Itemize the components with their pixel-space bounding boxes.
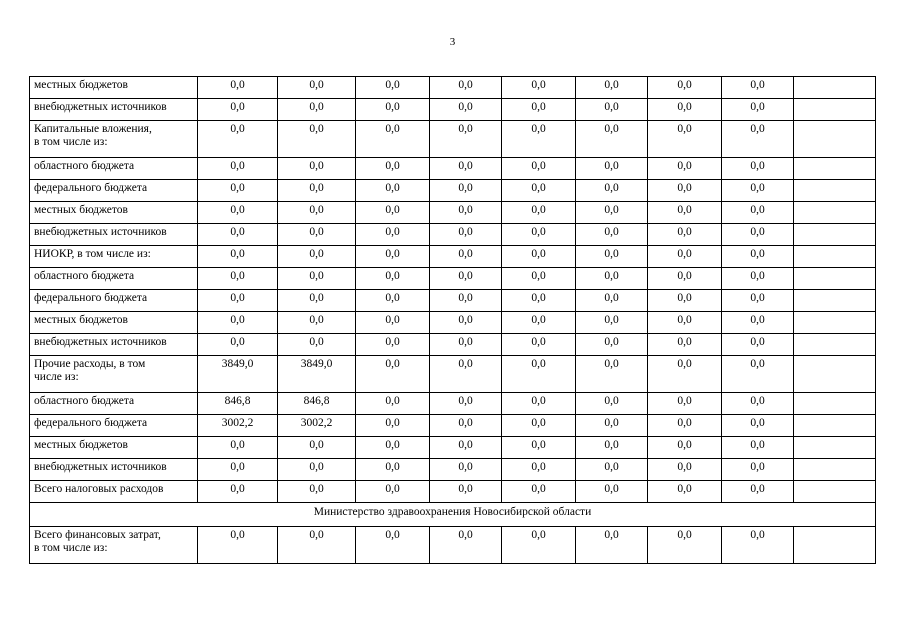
value-cell: 0,0: [356, 268, 430, 290]
value-cell: 0,0: [356, 121, 430, 158]
value-cell: 0,0: [722, 158, 794, 180]
value-cell: 0,0: [198, 459, 278, 481]
value-cell: 0,0: [356, 180, 430, 202]
table-row: [30, 290, 876, 312]
value-cell: [794, 415, 876, 437]
value-cell: 0,0: [278, 121, 356, 158]
row-label: внебюджетных источников: [30, 459, 198, 481]
value-cell: 0,0: [648, 415, 722, 437]
value-cell: 0,0: [356, 202, 430, 224]
value-cell: [794, 99, 876, 121]
value-cell: 0,0: [576, 268, 648, 290]
value-cell: 0,0: [430, 393, 502, 415]
row-label: Капитальные вложения, в том числе из:: [30, 121, 198, 158]
value-cell: [794, 224, 876, 246]
row-label: местных бюджетов: [30, 312, 198, 334]
value-cell: 0,0: [356, 99, 430, 121]
value-cell: 0,0: [430, 99, 502, 121]
value-cell: 0,0: [356, 77, 430, 99]
table-row: [30, 268, 876, 290]
value-cell: 0,0: [648, 224, 722, 246]
value-cell: 0,0: [278, 246, 356, 268]
row-label: местных бюджетов: [30, 437, 198, 459]
value-cell: 0,0: [198, 481, 278, 503]
row-label: областного бюджета: [30, 268, 198, 290]
value-cell: 0,0: [576, 393, 648, 415]
row-label: местных бюджетов: [30, 202, 198, 224]
value-cell: 0,0: [722, 415, 794, 437]
value-cell: 3002,2: [198, 415, 278, 437]
value-cell: [794, 437, 876, 459]
value-cell: 0,0: [356, 459, 430, 481]
value-cell: 0,0: [430, 121, 502, 158]
value-cell: 0,0: [502, 224, 576, 246]
value-cell: 0,0: [576, 415, 648, 437]
value-cell: 0,0: [648, 121, 722, 158]
table-row: [30, 312, 876, 334]
value-cell: [794, 246, 876, 268]
value-cell: 0,0: [356, 356, 430, 393]
value-cell: 0,0: [576, 224, 648, 246]
section-row: [30, 503, 876, 527]
value-cell: 0,0: [198, 268, 278, 290]
value-cell: 0,0: [576, 99, 648, 121]
value-cell: 0,0: [502, 393, 576, 415]
value-cell: 0,0: [430, 268, 502, 290]
value-cell: [794, 334, 876, 356]
table-row: [30, 202, 876, 224]
value-cell: 0,0: [648, 158, 722, 180]
budget-table-body: [30, 77, 876, 564]
value-cell: 0,0: [198, 290, 278, 312]
value-cell: [794, 481, 876, 503]
value-cell: 0,0: [278, 481, 356, 503]
value-cell: 0,0: [502, 312, 576, 334]
value-cell: 0,0: [430, 334, 502, 356]
value-cell: 0,0: [722, 99, 794, 121]
budget-table: [29, 76, 876, 564]
value-cell: 0,0: [278, 202, 356, 224]
value-cell: 0,0: [198, 180, 278, 202]
value-cell: 0,0: [722, 77, 794, 99]
value-cell: 0,0: [278, 180, 356, 202]
value-cell: 0,0: [430, 356, 502, 393]
table-row: [30, 77, 876, 99]
value-cell: 0,0: [502, 268, 576, 290]
value-cell: 0,0: [648, 481, 722, 503]
row-label: Всего финансовых затрат, в том числе из:: [30, 527, 198, 564]
value-cell: 0,0: [576, 121, 648, 158]
value-cell: 0,0: [648, 77, 722, 99]
value-cell: 3849,0: [278, 356, 356, 393]
value-cell: 0,0: [722, 437, 794, 459]
value-cell: 0,0: [502, 99, 576, 121]
value-cell: 0,0: [576, 158, 648, 180]
value-cell: 0,0: [722, 312, 794, 334]
value-cell: 0,0: [576, 481, 648, 503]
value-cell: 0,0: [722, 121, 794, 158]
value-cell: [794, 268, 876, 290]
value-cell: 0,0: [722, 202, 794, 224]
value-cell: [794, 356, 876, 393]
value-cell: 0,0: [722, 224, 794, 246]
value-cell: 0,0: [430, 481, 502, 503]
value-cell: 0,0: [356, 481, 430, 503]
value-cell: 0,0: [356, 158, 430, 180]
row-label: федерального бюджета: [30, 180, 198, 202]
value-cell: 0,0: [722, 459, 794, 481]
value-cell: [794, 290, 876, 312]
value-cell: 0,0: [502, 334, 576, 356]
row-label: Всего налоговых расходов: [30, 481, 198, 503]
value-cell: 0,0: [198, 527, 278, 564]
value-cell: 0,0: [722, 527, 794, 564]
value-cell: [794, 527, 876, 564]
value-cell: 0,0: [198, 312, 278, 334]
value-cell: 0,0: [648, 312, 722, 334]
table-row: [30, 415, 876, 437]
value-cell: 0,0: [430, 415, 502, 437]
value-cell: 0,0: [648, 290, 722, 312]
value-cell: 0,0: [356, 415, 430, 437]
value-cell: 0,0: [576, 290, 648, 312]
value-cell: 0,0: [502, 158, 576, 180]
row-label: местных бюджетов: [30, 77, 198, 99]
value-cell: 0,0: [576, 527, 648, 564]
value-cell: 0,0: [198, 202, 278, 224]
table-row: [30, 246, 876, 268]
value-cell: 0,0: [430, 77, 502, 99]
table-row: [30, 356, 876, 393]
table-row: [30, 121, 876, 158]
value-cell: 0,0: [648, 202, 722, 224]
value-cell: 0,0: [430, 312, 502, 334]
value-cell: 0,0: [198, 437, 278, 459]
value-cell: 0,0: [278, 99, 356, 121]
value-cell: 0,0: [502, 246, 576, 268]
value-cell: 0,0: [198, 246, 278, 268]
row-label: Прочие расходы, в том числе из:: [30, 356, 198, 393]
row-label: областного бюджета: [30, 158, 198, 180]
value-cell: 0,0: [648, 527, 722, 564]
value-cell: 0,0: [430, 202, 502, 224]
value-cell: 0,0: [648, 268, 722, 290]
value-cell: [794, 77, 876, 99]
table-row: [30, 481, 876, 503]
value-cell: 0,0: [198, 158, 278, 180]
value-cell: 0,0: [430, 437, 502, 459]
value-cell: 0,0: [278, 334, 356, 356]
value-cell: 0,0: [648, 246, 722, 268]
value-cell: [794, 393, 876, 415]
value-cell: 0,0: [648, 99, 722, 121]
value-cell: 0,0: [502, 356, 576, 393]
value-cell: [794, 459, 876, 481]
value-cell: 0,0: [502, 77, 576, 99]
value-cell: 0,0: [722, 393, 794, 415]
value-cell: 0,0: [198, 334, 278, 356]
value-cell: 0,0: [576, 334, 648, 356]
row-label: внебюджетных источников: [30, 99, 198, 121]
value-cell: 0,0: [356, 290, 430, 312]
value-cell: 0,0: [278, 268, 356, 290]
value-cell: 0,0: [502, 121, 576, 158]
value-cell: 0,0: [722, 180, 794, 202]
row-label: НИОКР, в том числе из:: [30, 246, 198, 268]
section-title: Министерство здравоохранения Новосибирской области: [30, 503, 876, 527]
value-cell: 846,8: [198, 393, 278, 415]
value-cell: 0,0: [722, 246, 794, 268]
value-cell: 0,0: [356, 334, 430, 356]
value-cell: 0,0: [648, 437, 722, 459]
value-cell: 0,0: [576, 437, 648, 459]
row-label: областного бюджета: [30, 393, 198, 415]
value-cell: 3002,2: [278, 415, 356, 437]
value-cell: 0,0: [198, 77, 278, 99]
value-cell: 0,0: [576, 77, 648, 99]
value-cell: [794, 180, 876, 202]
row-label: федерального бюджета: [30, 290, 198, 312]
value-cell: [794, 158, 876, 180]
table-row: [30, 527, 876, 564]
value-cell: 0,0: [356, 393, 430, 415]
value-cell: 3849,0: [198, 356, 278, 393]
table-row: [30, 437, 876, 459]
value-cell: 0,0: [722, 356, 794, 393]
value-cell: 0,0: [502, 180, 576, 202]
value-cell: 0,0: [502, 202, 576, 224]
row-label: федерального бюджета: [30, 415, 198, 437]
value-cell: 0,0: [278, 312, 356, 334]
value-cell: 0,0: [576, 246, 648, 268]
value-cell: 0,0: [576, 459, 648, 481]
value-cell: 0,0: [356, 224, 430, 246]
value-cell: 0,0: [722, 290, 794, 312]
value-cell: 0,0: [722, 334, 794, 356]
value-cell: 0,0: [430, 246, 502, 268]
value-cell: 0,0: [430, 290, 502, 312]
value-cell: [794, 121, 876, 158]
value-cell: 0,0: [576, 312, 648, 334]
value-cell: 0,0: [356, 312, 430, 334]
value-cell: 0,0: [278, 290, 356, 312]
value-cell: 0,0: [430, 158, 502, 180]
value-cell: 0,0: [502, 459, 576, 481]
row-label: внебюджетных источников: [30, 334, 198, 356]
value-cell: 0,0: [648, 180, 722, 202]
value-cell: 0,0: [722, 481, 794, 503]
value-cell: 0,0: [356, 437, 430, 459]
value-cell: 0,0: [648, 393, 722, 415]
table-row: [30, 224, 876, 246]
value-cell: 0,0: [576, 180, 648, 202]
value-cell: 0,0: [576, 202, 648, 224]
value-cell: 0,0: [502, 415, 576, 437]
value-cell: 0,0: [278, 224, 356, 246]
table-row: [30, 158, 876, 180]
value-cell: 0,0: [722, 268, 794, 290]
value-cell: 0,0: [576, 356, 648, 393]
value-cell: 0,0: [648, 459, 722, 481]
table-row: [30, 334, 876, 356]
row-label: внебюджетных источников: [30, 224, 198, 246]
table-row: [30, 459, 876, 481]
value-cell: 846,8: [278, 393, 356, 415]
value-cell: 0,0: [502, 527, 576, 564]
table-row: [30, 393, 876, 415]
value-cell: 0,0: [278, 437, 356, 459]
value-cell: 0,0: [278, 527, 356, 564]
value-cell: 0,0: [648, 356, 722, 393]
value-cell: 0,0: [648, 334, 722, 356]
value-cell: 0,0: [198, 224, 278, 246]
value-cell: [794, 312, 876, 334]
value-cell: 0,0: [430, 459, 502, 481]
value-cell: 0,0: [278, 459, 356, 481]
value-cell: 0,0: [278, 158, 356, 180]
value-cell: 0,0: [502, 437, 576, 459]
value-cell: 0,0: [502, 481, 576, 503]
value-cell: 0,0: [198, 99, 278, 121]
table-row: [30, 99, 876, 121]
value-cell: 0,0: [430, 527, 502, 564]
value-cell: 0,0: [356, 527, 430, 564]
value-cell: 0,0: [356, 246, 430, 268]
value-cell: 0,0: [430, 224, 502, 246]
value-cell: 0,0: [430, 180, 502, 202]
value-cell: 0,0: [198, 121, 278, 158]
value-cell: 0,0: [278, 77, 356, 99]
value-cell: 0,0: [502, 290, 576, 312]
value-cell: [794, 202, 876, 224]
table-row: [30, 180, 876, 202]
page-number: 3: [449, 36, 456, 48]
